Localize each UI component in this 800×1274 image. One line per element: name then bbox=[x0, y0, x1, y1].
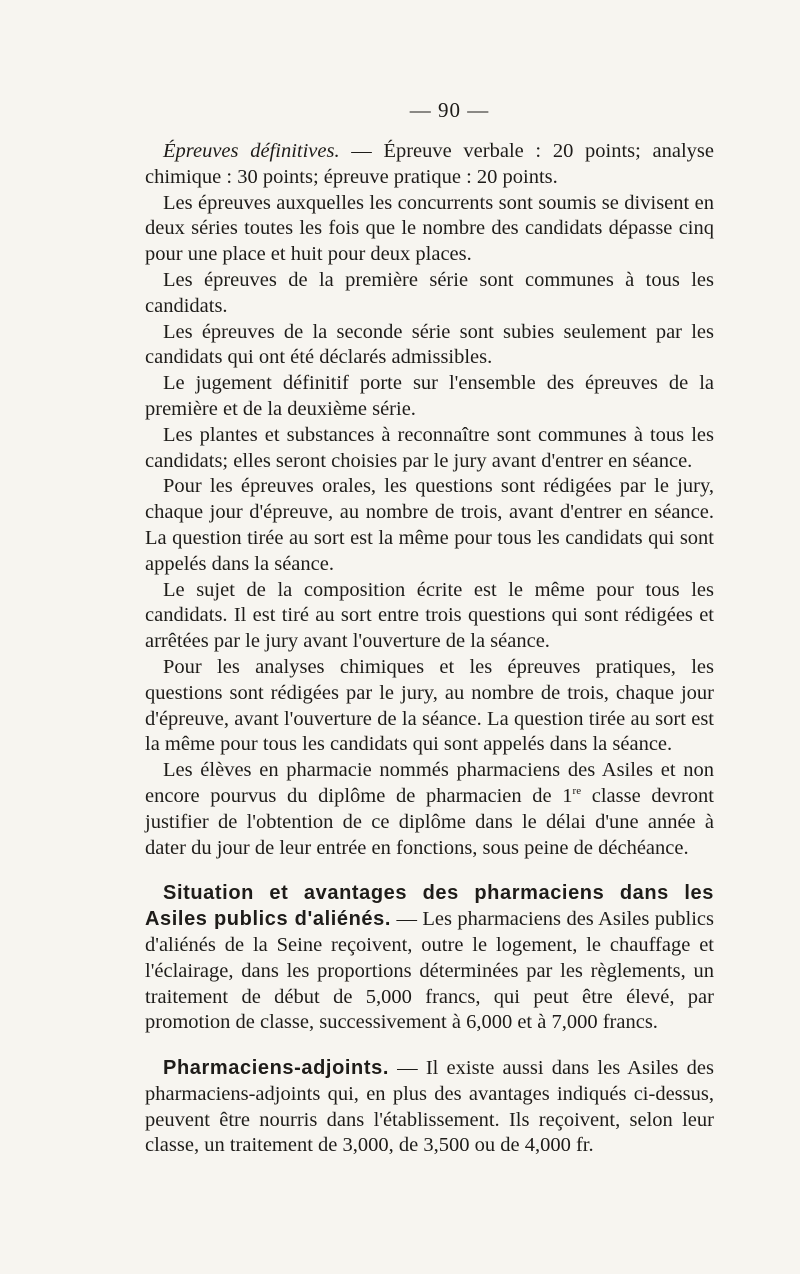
paragraph-text: Les élèves en pharmacie nommés pharmaciens des Asiles et non encore pourvus du diplôme de pharmacien de 1 bbox=[145, 759, 714, 807]
paragraph-text: — Épreuve verbale : 20 points; analyse chimique : 30 points; épreuve pratique : 20 points. bbox=[145, 140, 714, 188]
paragraph: Le sujet de la composition écrite est le même pour tous les candidats. Il est tiré au sort entre trois questions qui sont rédigées et arrêtées par le jury avant l'ouverture de la séance. bbox=[145, 578, 714, 653]
paragraph: Pour les épreuves orales, les questions sont rédigées par le jury, chaque jour d'épreuve, au nombre de trois, avant d'entrer en séance. La question tirée au sort est la même pour tous les candidats qui sont appelés dans la séance. bbox=[145, 475, 714, 575]
paragraph-text: classe devront justifier de l'obtention de ce diplôme dans le délai d'une année à dater du jour de leur entrée en fonctions, sous peine de déchéance. bbox=[145, 784, 714, 859]
paragraph-eleves-pharmacie bbox=[145, 758, 714, 861]
ordinal-superscript: re bbox=[572, 785, 582, 798]
page-number: — 90 — bbox=[409, 98, 490, 122]
section-heading: Situation et avantages des pharmaciens dans les Asiles publics d'aliénés. bbox=[145, 882, 714, 931]
paragraph-epreuves-definitives bbox=[145, 139, 714, 191]
paragraph: Les épreuves de la première série sont communes à tous les candidats. bbox=[145, 268, 714, 317]
paragraph: Les épreuves de la seconde série sont subies seulement par les candidats qui ont été déclarés admissibles. bbox=[145, 320, 714, 369]
section-situation-avantages bbox=[145, 881, 714, 1036]
paragraph: Les épreuves auxquelles les concurrents sont soumis se divisent en deux séries toutes les fois que le nombre des candidats dépasse cinq pour une place et huit pour deux places. bbox=[145, 191, 714, 266]
section-heading: Pharmaciens-adjoints. bbox=[163, 1057, 389, 1080]
section-text: — Il existe aussi dans les Asiles des pharmaciens-adjoints qui, en plus des avantages indiqués ci-dessus, peuvent être nourris dans l'établissement. Ils reçoivent, selon leur classe, un traitement de 3,000, de 3,500 ou de 4,000 fr. bbox=[145, 1057, 714, 1157]
paragraph-title: Épreuves définitives. bbox=[163, 140, 340, 162]
section-text: — Les pharmaciens des Asiles publics d'aliénés de la Seine reçoivent, outre le logement, le chauffage et l'éclairage, dans les proportions déterminées par les règlements, un traitement de début de 5,000 francs, qui peut être élevé, par promotion de classe, successivement à 6,000 et à 7,000 francs. bbox=[145, 908, 714, 1034]
paragraph: Pour les analyses chimiques et les épreuves pratiques, les questions sont rédigées par le jury, au nombre de trois, chaque jour d'épreuve, avant l'ouverture de la séance. La question tirée au sort est la même pour tous les candidats qui sont appelés dans la séance. bbox=[145, 655, 714, 756]
paragraph: Les plantes et substances à reconnaître sont communes à tous les candidats; elles seront choisies par le jury avant d'entrer en séance. bbox=[145, 423, 714, 472]
paragraph: Le jugement définitif porte sur l'ensemble des épreuves de la première et de la deuxième série. bbox=[145, 372, 714, 420]
section-pharmaciens-adjoints bbox=[145, 1056, 714, 1159]
